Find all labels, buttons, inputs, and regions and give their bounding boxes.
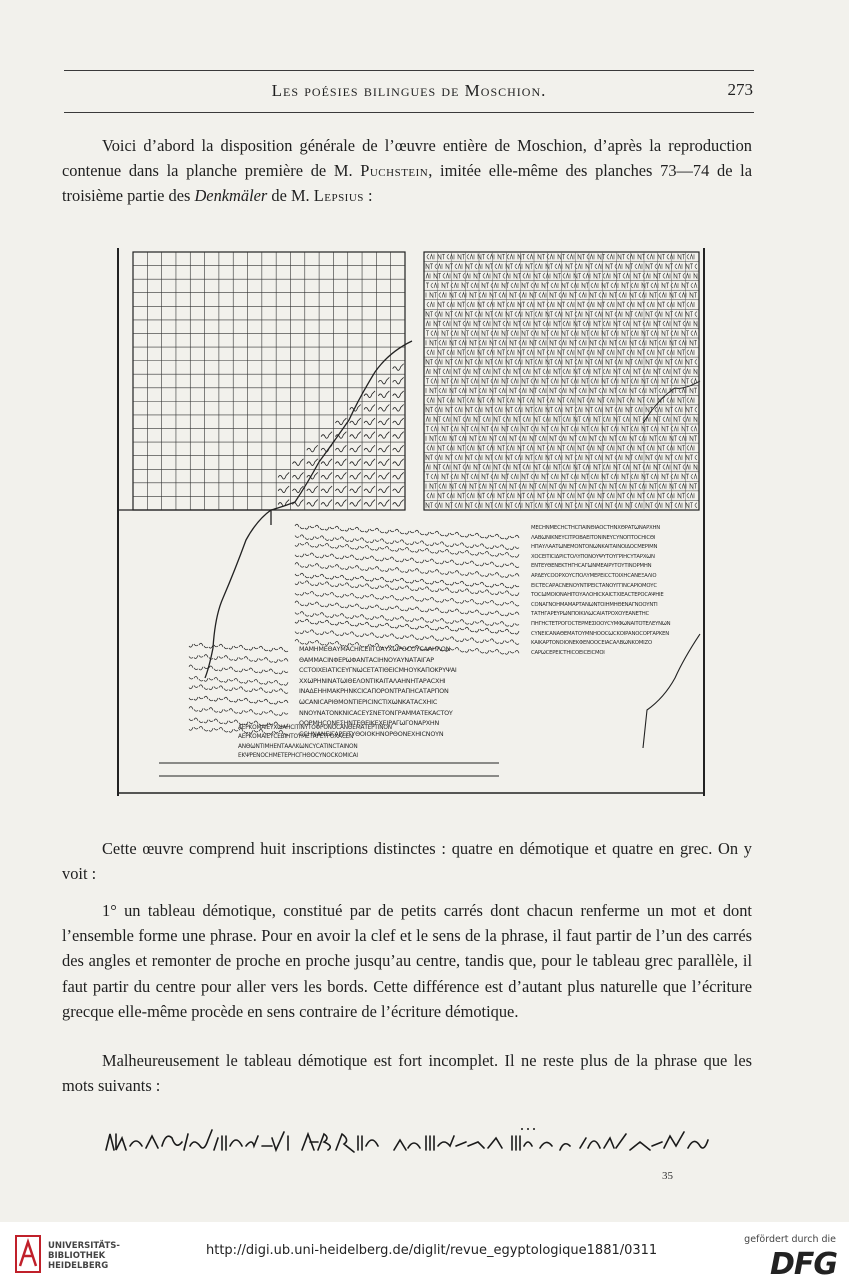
inscription-line: ΕΙϹΤΕϹΑΡΑϹΝΕΝΟΥΝΤΙΡΕΙϹΤΑΝΟΥΓΓΙΝϹΑΡΙΟΜΟΥϹ [531, 582, 657, 589]
library-name-line-1: UNIVERSITÄTS- [48, 1241, 120, 1251]
inscription-line: ΙΝΑΔΕΗΗΜΑΚΡΗΝΚϹΙϹΑΠΟΡΟΝΤΡΑΠΗϹΑΤΑΡΠΟΝ [299, 687, 449, 696]
demotic-cell-mark [378, 486, 389, 493]
demotic-cell-mark [393, 418, 404, 425]
dfg-logo[interactable]: DFG [769, 1247, 837, 1282]
demotic-cell-mark [378, 405, 389, 412]
demotic-text-row [189, 665, 289, 674]
demotic-cell-mark [292, 472, 303, 479]
inscription-line: ΑΕΡΚΟΜΑΙΕΥΧѠΑΗϹΙΤΙΝΥΤΟΦΡΟΝΟϹΑΝΘΕΜΑΤΕΡΤΙΝΟΝ [238, 725, 392, 731]
inscription-line: ΠΗΓΗϹΤΕΤΡΟΓΟϹΤΕΡΜΕΣΙΟΟΥϹΥΜΦѠΝΑΙΤΟΤΕΛΕΥΝѠΝ [531, 620, 671, 627]
demotic-cell-mark [321, 500, 332, 507]
inscription-line: ΜΕϹΗΝΜΕϹΗϹΤΗϹΠΑΙΝΘΙΑΟϹΤΗΝΧΘΡΑΤѠΝΑΡΧΗΝ [531, 525, 661, 531]
paragraph-3: Malheureusement le tableau démotique est fort incomplet. Il ne reste plus de la phrase que les mots suivants : [62, 1051, 752, 1096]
dot-mark [521, 1128, 523, 1130]
inscription-line: ΑΕΡΚΟΜΑΙΕΥϹΕΒΙΗΤΟΥΜΕΤΑΡΕΤΡΟΧΑϹΕΝ [238, 734, 354, 741]
demotic-cell-mark [364, 405, 375, 412]
intro-text-4: : [363, 186, 373, 206]
inscription-line: ΑΝΘѠΝΤΙΜΗΕΝΤΑΑΛΚѠΝϹΥϹΑΤΙΝϹΤΑΙΝΟΝ [238, 743, 358, 750]
intro-text-2: , imitée elle-même des planches 73—74 de la troisième partie des [62, 161, 752, 206]
demotic-cell-mark [350, 459, 361, 466]
break-line-left [119, 510, 271, 678]
demotic-cell-mark [364, 432, 375, 439]
demotic-cell-mark [321, 459, 332, 466]
demotic-cell-mark [335, 472, 346, 479]
demotic-word-glyphs [106, 1130, 708, 1152]
author-lepsius: Lepsius [313, 186, 364, 206]
signature-number: 35 [662, 1170, 673, 1182]
demotic-cell-mark [321, 472, 332, 479]
demotic-cell-mark [378, 500, 389, 507]
demotic-cell-mark [364, 486, 375, 493]
demotic-cell-mark [321, 432, 332, 439]
demotic-text-row [189, 643, 289, 652]
inscription-line: ΗΠΑΥΛΑΑΤѠΝΕΜΟΝΤΟΝѠΝΚΑΙΤΑΙΝΟΙΔΟϹΜΕΡΙΜΝ [531, 544, 658, 551]
demotic-cell-mark [393, 445, 404, 452]
author-puchstein: Puchstein [360, 161, 429, 181]
demotic-cell-mark [335, 445, 346, 452]
greek-grid-text-row [427, 398, 694, 403]
inscription-line: ΛΑΒѠΝΙΚΝΕΥϹΙΤΡΟΒΑΕΙΤΟΝΙΝΕΥϹΥΝΟΠΤΟϹΗΙϹΘΙ [531, 534, 656, 541]
demotic-cell-mark [335, 486, 346, 493]
greek-grid-text-row [427, 302, 694, 307]
top-rule [64, 70, 754, 71]
demotic-cell-mark [307, 500, 318, 507]
demotic-cell-mark [278, 486, 289, 493]
demotic-cell-mark [393, 377, 404, 384]
demotic-cell-mark [292, 459, 303, 466]
demotic-text-row [189, 655, 289, 663]
demotic-cell-mark [307, 445, 318, 452]
inscription-line: ΧΧѠΡΗΝΙΝΑΤѠΙΘΕΛΟΝΤΙΚΑΙΤΑΛΑΗΝΗΤΑΡΑϹΧΗΙ [299, 676, 446, 685]
demotic-words-line [104, 1124, 754, 1160]
sponsor-text: gefördert durch die [744, 1234, 836, 1245]
demotic-text-row [189, 676, 289, 685]
inscription-line: ϹϹΗΝΑΝΕΙΓΑΡΕΙΤΥΘΟΙΟΚΗΝΟΡΘΟΝΕΧΗΙϹΝΟΥΝ [299, 729, 444, 738]
demotic-cell-mark [364, 391, 375, 398]
source-url-link[interactable]: http://digi.ub.uni-heidelberg.de/diglit/revue_egyptologique1881/0311 [206, 1243, 658, 1258]
inscription-line: ΑΡΔΕΥϹΟΟΡΧΟΥϹΠΟΛΥΜΕΡΕΙϹϹΤΟΙΧΗϹΑΝΕΞΑΛΙΟ [531, 572, 657, 579]
demotic-cell-mark [378, 377, 389, 384]
demotic-cell-mark [307, 486, 318, 493]
inscription-line: ϹΑΡѠϹΕΡΕΙϹΤΗΙϹΟΕΙϹΕΙϹΜΟΙ [531, 649, 605, 656]
demotic-cell-mark [364, 418, 375, 425]
inscription-line: ϹϹΤΟΙΧΕΙΑΤΙϹΕΥΓΝѠϹΕΤΑΤΙΘΕΙϹΜΗΟΥΚΑΠΟΚΡΥΨΑΙ [299, 666, 457, 675]
demotic-cell-mark [393, 405, 404, 412]
demotic-cell-mark [393, 472, 404, 479]
demotic-cell-mark [335, 459, 346, 466]
demotic-cell-mark [378, 472, 389, 479]
paragraph-1: Cette œuvre comprend huit inscriptions distinctes : quatre en démotique et quatre en grec. On y voit : [62, 839, 752, 884]
inscription-line: ΚΑΙΚΑΡΤΟΝΟΙΟΝΕΚΦΕΝΟΟϹΕΙΑϹΑΛΒѠΝΚΟΜΙΖΟ [531, 640, 652, 647]
demotic-cell-mark [350, 445, 361, 452]
demotic-cell-mark [393, 432, 404, 439]
dot-mark [533, 1128, 535, 1130]
demotic-inscription-top [295, 524, 520, 654]
demotic-text-row [189, 707, 289, 716]
inscription-line: ΝΝΟΥΝΑΤΟΝΚΝΙϹΑϹΕΥΣΝΕΤΟΝΓΡΑΜΜΑΤΕΚΑϹΤΟΥ [299, 708, 453, 717]
inscription-line: ΕΚΨΡΕΝΟϹΗΜΕΤΕΡΗϹΓΗΘΟϹΥΝΟϹΚΟΜΙϹΑΙ [238, 753, 358, 760]
demotic-inscription-left [189, 643, 289, 735]
greek-grid-text-row [427, 445, 694, 450]
inscription-line: ΕΝΤΕΥΘΕΝΕΚΤΗΓΗϹΑΓѠΝΜΕΑΙΡΥΤΟΥΤΙΝΟΡΜΗΝ [531, 563, 652, 570]
demotic-cell-mark [335, 418, 346, 425]
demotic-text-row [295, 601, 520, 616]
greek-grid-text-row [427, 254, 694, 259]
inscription-figure [117, 248, 705, 796]
paragraph-2: 1° un tableau démotique, constitué par de petits carrés dont chacun renferme un mot et dont l’ensemble forme une phrase. Pour en avoir la clef et le sens de la phrase, il faut partir de l’un des carrés des angles et remonter de proche en proche jusqu’au centre, tandis que, pour le tableau grec parallèle, il faut partir du centre pour aller vers les bords. Cette différence est d’autant plus naturelle que l’écriture grecque elle-même procède en sens contraire de l’écriture démotique. [62, 901, 752, 1021]
library-name-line-3: HEIDELBERG [48, 1261, 109, 1271]
inscription-line: ΧΟϹΕΙΤΙϹΙΔΡΙϹΤΟΛΥΠΟΝΟΥΨΥΤΟΥΓΡΙΗϹΥΤΑΡΧѠΝ [531, 553, 655, 560]
demotic-text-row [295, 524, 520, 539]
library-name [48, 1241, 120, 1271]
demotic-cell-mark [378, 445, 389, 452]
library-name-line-2: BIBLIOTHEK [48, 1251, 106, 1261]
grid-frame [133, 252, 405, 510]
header-rule [64, 112, 754, 113]
demotic-text-row [295, 563, 520, 578]
inscription-line: ΟΟΡΜΗϹΟΝΕΣΗΝΤΕΘΕΙΚΕΧΕΙΡΑΓѠΓΟΝΑΡΧΗΝ [299, 719, 440, 728]
page-number: 273 [727, 80, 753, 99]
demotic-cell-mark [378, 418, 389, 425]
demotic-cell-mark [393, 486, 404, 493]
demotic-cell-mark [350, 500, 361, 507]
demotic-cell-mark [350, 486, 361, 493]
demotic-cell-mark [278, 472, 289, 479]
demotic-cell-mark [378, 459, 389, 466]
demotic-text-row [189, 696, 289, 704]
demotic-cell-mark [307, 459, 318, 466]
dot-mark [527, 1128, 529, 1130]
greek-grid [424, 252, 699, 510]
demotic-cell-mark [321, 486, 332, 493]
university-library-logo-icon[interactable] [14, 1234, 42, 1274]
demotic-cell-mark [393, 391, 404, 398]
inscription-line: ѠϹΑΝΙϹΑΡΙΘΜΟΝΤΙΕΡΙϹΙΝϹΤΙΧѠΝΚΑΤΑϹΧΗΙϹ [299, 697, 438, 706]
demotic-cell-mark [364, 472, 375, 479]
greek-inscription-right [531, 524, 701, 664]
demotic-text-row [189, 685, 289, 694]
work-title: Denkmäler [194, 186, 268, 206]
demotic-cell-mark [350, 472, 361, 479]
demotic-cell-mark [378, 432, 389, 439]
demotic-cell-mark [364, 445, 375, 452]
inscription-line: ϹΥΝΕΙϹΑΝΑΘΕΜΑΤΟΥΜΝΗΟΟϹѠϹΚΟΙΡΑΝΟϹΟΡΓΑΡΚΕΝ [531, 630, 670, 637]
demotic-cell-mark [393, 364, 404, 371]
demotic-cell-mark [364, 459, 375, 466]
inscription-line: ΜΑΜΗΜΕΘΑΥΜΑϹΗΙϹΕΙΙΤΟΑΥΧѠΡΟϹΟΥϹΑΑΗΛΟΝ [299, 645, 451, 653]
demotic-cell-mark [393, 500, 404, 507]
running-title: Les poésies bilingues de Moschion. [271, 81, 547, 100]
inscription-line: ΘΑΜΜΑϹΙΝΦΕΡѠΦΑΝΤΑϹΙΗΝΟΥΑΥΝΑΤΑΙΓΑΡ [299, 655, 434, 664]
demotic-cell-mark [364, 500, 375, 507]
inscription-line: ϹΟΝΑΓΝΟΗΜΑΜΑΡΤΑΝѠΝΤΟΙΗΜΗΘΕΝΑΓΝΟΟΥΝΤΙ [531, 601, 658, 608]
intro-paragraph [62, 133, 752, 209]
greek-grid-text-row [427, 350, 694, 355]
demotic-cell-mark [393, 459, 404, 466]
demotic-cell-mark [378, 391, 389, 398]
greek-inscription-bottom [238, 724, 468, 764]
demotic-cell-mark [350, 432, 361, 439]
inscription-line: ΤΟϹѠΜΟΙΟΝΑΗΙΤΟΥΑΛΟΗΙϹΚΑΙϹΤΧΙΕΑϹΤΕΡΟϹΑΨΗΙΕ [531, 592, 664, 599]
demotic-cell-mark [335, 500, 346, 507]
intro-text-3: de M. [267, 186, 314, 206]
demotic-cell-mark [350, 418, 361, 425]
greek-grid-text-row [427, 493, 694, 498]
inscription-line: ΤΑΤΗΓΑΡΕΥΡѠΝΠΟΙΚΙΛѠϹΑΙΑΤΡΟΧΟΥΕΑΝΕΤΗϹ [531, 611, 649, 618]
demotic-grid [133, 252, 405, 510]
intro-text-1: Voici d’abord la disposition générale de l’œuvre entière de Moschion, d’après la reproduction contenue dans la planche première de M. [62, 136, 752, 181]
